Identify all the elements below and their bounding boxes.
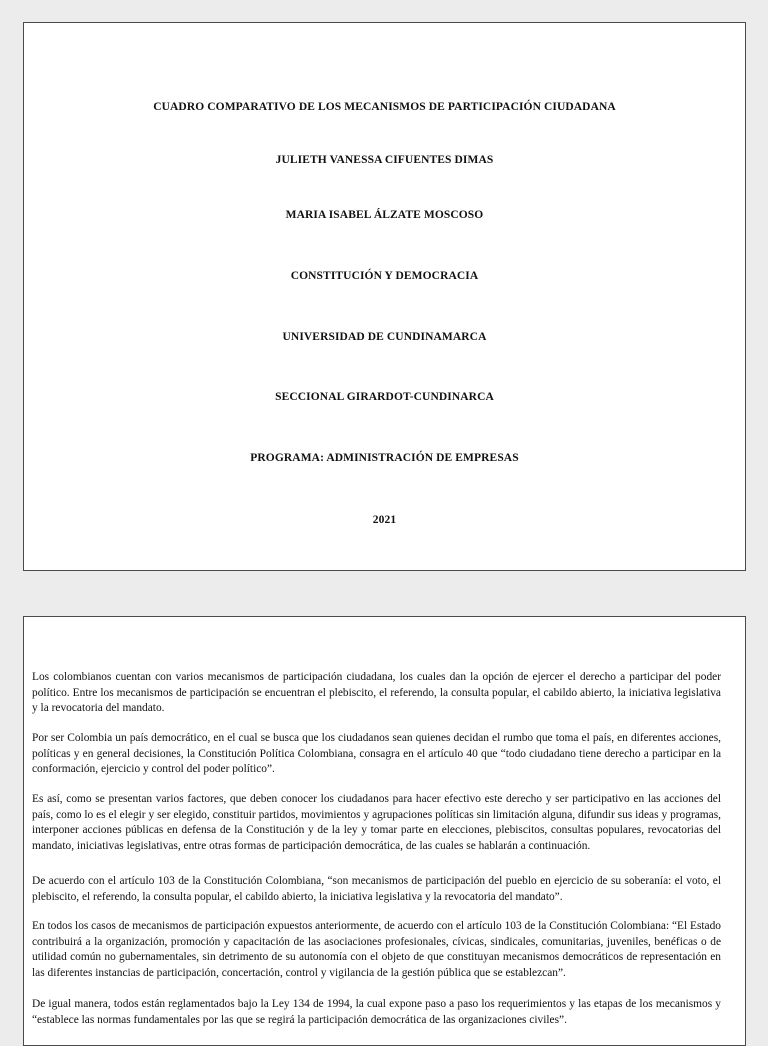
paragraph-3: Es así, como se presentan varios factores, que deben conocer los ciudadanos para hacer efectivo este derecho y ser participativo en las acciones del país, como lo es el elegir y ser elegido, constituir partidos, movimientos y agrupaciones políticas sin limitación alguna, difundir sus ideas y programas, interponer acciones públicas en defensa de la Constitución y de la ley y tomar parte en elecciones, plebiscitos, consultas populares, revocatorias del mandato, iniciativas legislativas, entre otras formas de participación democrática, de las cuales se hablarán a continuación. — [32, 793, 721, 852]
paragraph-5: En todos los casos de mecanismos de participación expuestos anteriormente, de acuerdo con el artículo 103 de la Constitución Colombiana: “El Estado contribuirá a la organización, promoción y capacitación de las asociaciones profesionales, cívicas, sindicales, comunitarias, juveniles, benéficas o de utilidad común no gubernamentales, sin detrimento de su autonomía con el objeto de que constituyan mecanismos democráticos de representación en las diferentes instancias de participación, concertación, control y vigilancia de la gestión pública que se establezcan”. — [32, 920, 721, 979]
course-name: CONSTITUCIÓN Y DEMOCRACIA — [290, 270, 479, 282]
author-name-1: JULIETH VANESSA CIFUENTES DIMAS — [275, 154, 494, 166]
content-page — [23, 616, 746, 1046]
paragraph-6: De igual manera, todos están reglamentados bajo la Ley 134 de 1994, la cual expone paso a paso los requerimientos y las etapas de los mecanismos y “establece las normas fundamentales por las que se regirá la participación democrática de las organizaciones civiles”. — [32, 998, 721, 1026]
paragraph-1: Los colombianos cuentan con varios mecanismos de participación ciudadana, los cuales dan la opción de ejercer el derecho a participar del poder político. Entre los mecanismos de participación se encuentran el plebiscito, el referendo, la consulta popular, el cabildo abierto, la iniciativa legislativa y la revocatoria del mandato. — [32, 671, 721, 715]
paragraph-4: De acuerdo con el artículo 103 de la Constitución Colombiana, “son mecanismos de participación del pueblo en ejercicio de su soberanía: el voto, el plebiscito, el referendo, la consulta popular, el cabildo abierto, la iniciativa legislativa y la revocatoria del mandato”. — [32, 875, 721, 903]
cover-page — [23, 22, 746, 571]
university-name: UNIVERSIDAD DE CUNDINAMARCA — [282, 331, 487, 343]
document-year: 2021 — [372, 514, 397, 526]
paragraph-2: Por ser Colombia un país democrático, en el cual se busca que los ciudadanos sean quienes decidan el rumbo que toma el país, en diferentes acciones, políticas y en general decisiones, la Constitución Política Colombiana, consagra en el artículo 40 que “todo ciudadano tiene derecho a participar en la conformación, ejercicio y control del poder político”. — [32, 732, 721, 776]
document-title: CUADRO COMPARATIVO DE LOS MECANISMOS DE PARTICIPACIÓN CIUDADANA — [153, 101, 616, 113]
program-name: PROGRAMA: ADMINISTRACIÓN DE EMPRESAS — [250, 452, 519, 464]
author-name-2: MARIA ISABEL ÁLZATE MOSCOSO — [285, 209, 484, 221]
campus-name: SECCIONAL GIRARDOT-CUNDINARCA — [275, 391, 494, 403]
